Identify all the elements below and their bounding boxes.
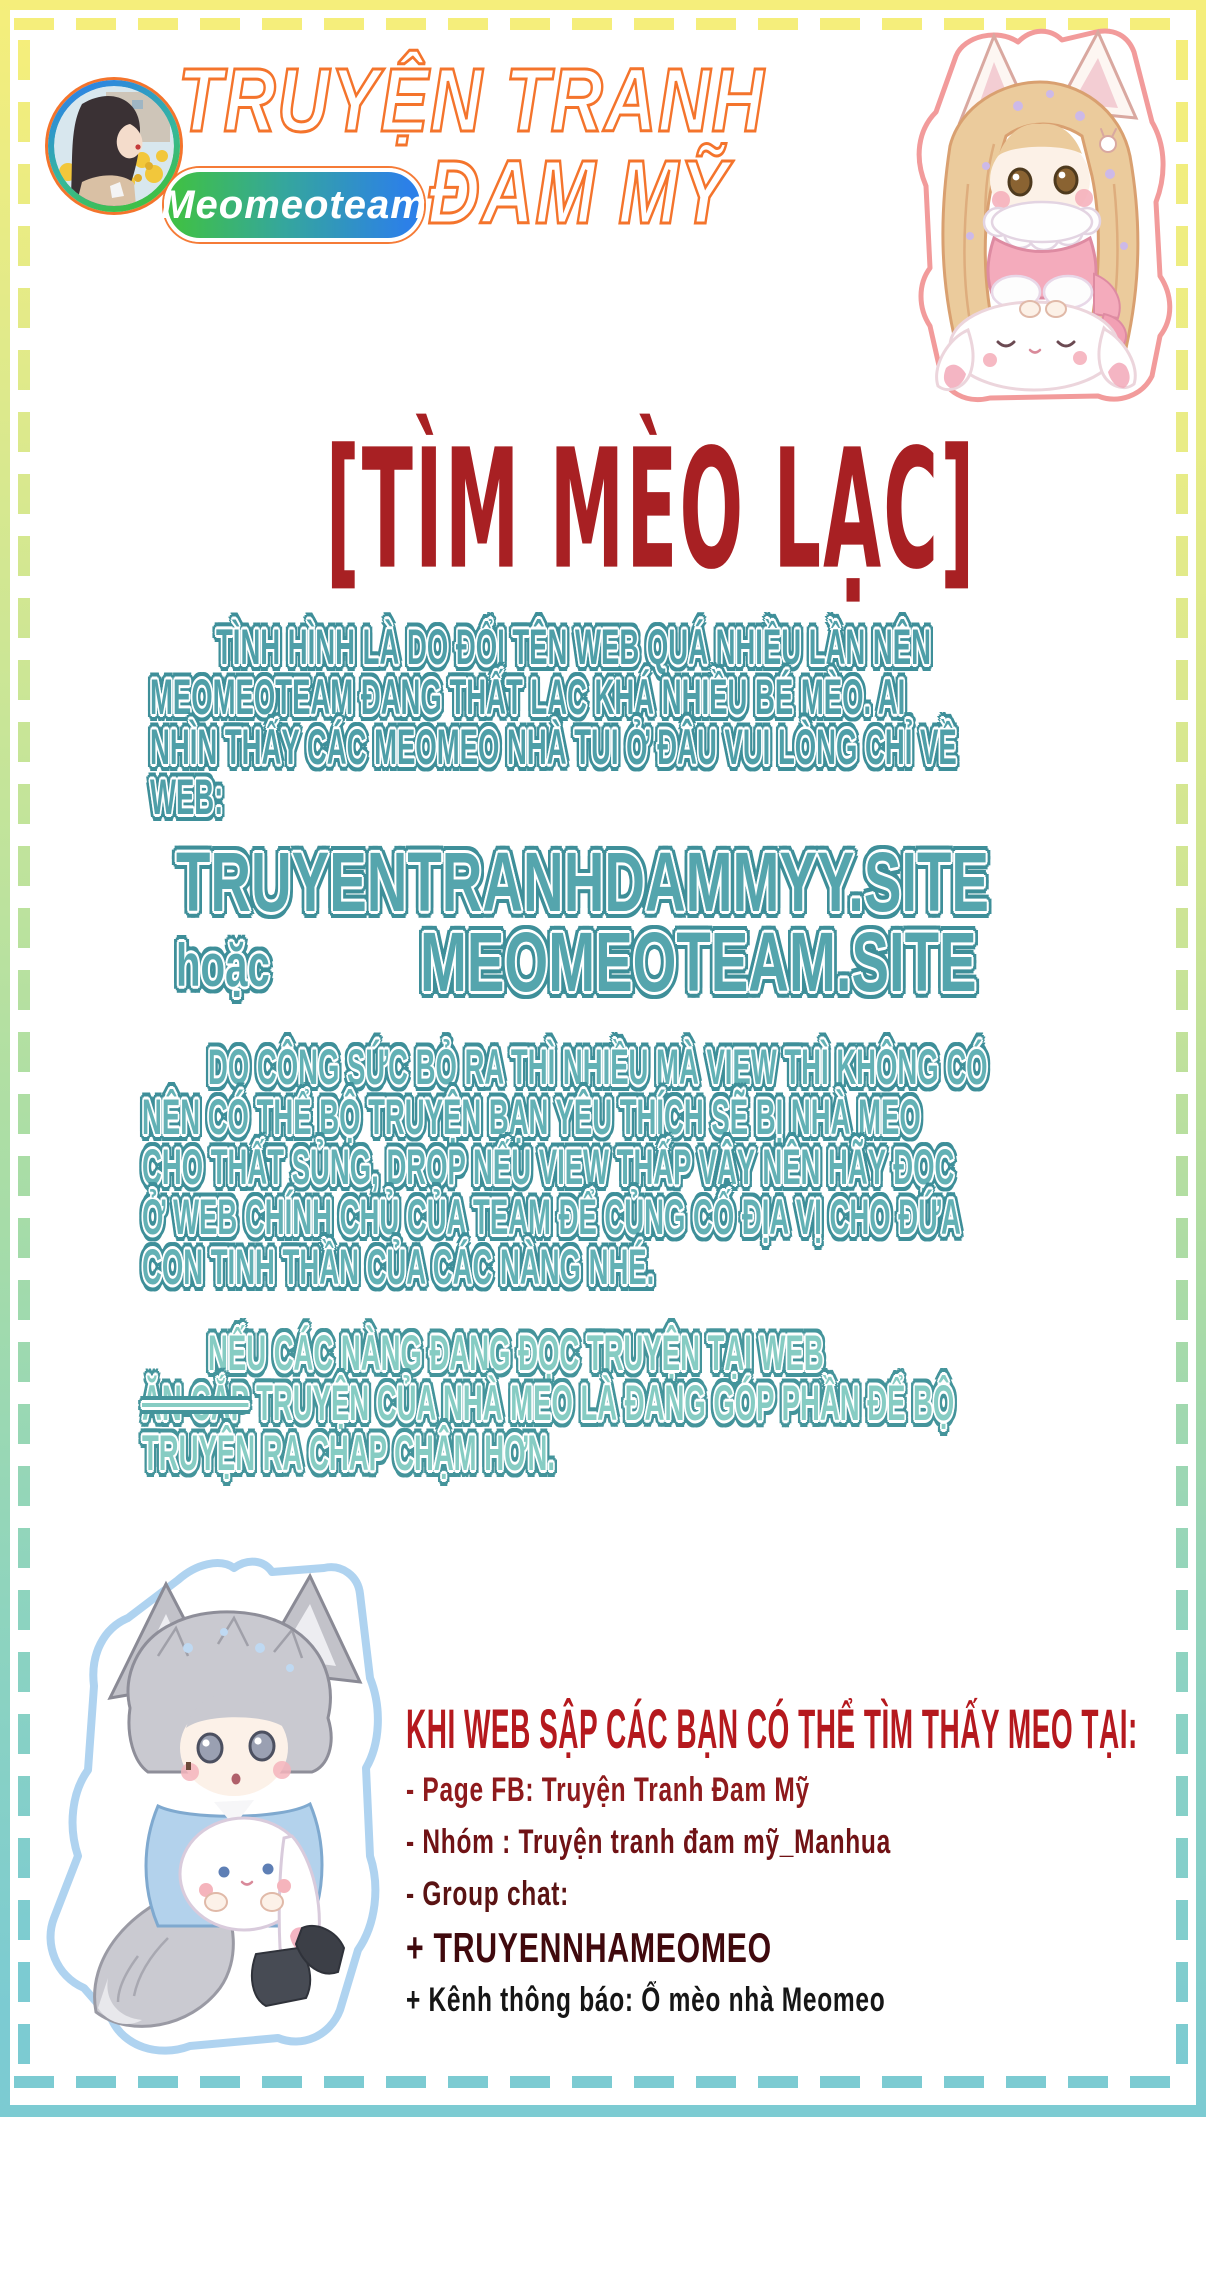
text-line: CON TINH THẦN CỦA CÁC NÀNG NHÉ. — [142, 1239, 655, 1295]
text-line: NẾU CÁC NÀNG ĐANG ĐỌC TRUYỆN TẠI WEB — [208, 1325, 824, 1381]
team-badge — [161, 168, 427, 242]
text-line: ĂN-CẮP TRUYỆN CỦA NHÀ MEO LÀ ĐANG GÓP PHẦN ĐỂ BỘ — [142, 1375, 955, 1431]
dashed-border-left — [18, 40, 30, 2068]
text-line: TRUYỆN RA CHAP CHẬM HƠN. — [142, 1425, 556, 1481]
outer-border-right — [1196, 0, 1206, 2117]
avatar — [48, 80, 180, 212]
team-badge-label: Meomeoteam — [161, 182, 427, 227]
contact-section — [406, 1697, 1138, 2032]
team-title-line2: ĐAM MỸ — [428, 143, 730, 243]
team-avatar-photo — [54, 86, 174, 206]
contact-item: - Page FB: Truyện Tranh Đam Mỹ — [406, 1771, 810, 1809]
or-label: hoặc — [176, 932, 270, 999]
text-line: MEOMEOTEAM ĐANG THẤT LẠC KHÁ NHIỀU BÉ MÈO. AI — [150, 669, 906, 725]
page-title: [TÌM MÈO LẠC] — [325, 414, 977, 607]
text-line: CHO THẤT SỦNG, DROP NẾU VIEW THẤP VẬY NÊN HÃY ĐỌC — [142, 1139, 955, 1195]
contact-list — [406, 1770, 1126, 2020]
contact-item: + Kênh thông báo: Ổ mèo nhà Meomeo — [406, 1981, 886, 2019]
text-line: NHÌN THẤY CÁC MEOMEO NHÀ TUI Ở ĐÂU VUI LÒNG CHỈ VỀ — [150, 719, 957, 775]
outer-border-left — [0, 0, 10, 2117]
text-line: TÌNH HÌNH LÀ DO ĐỔI TÊN WEB QUÁ NHIỀU LẦN NÊN — [216, 619, 931, 675]
site-url-secondary: MEOMEOTEAM.SITE — [420, 915, 977, 1009]
paragraph-lost-cats — [150, 619, 957, 825]
outer-border-bottom — [0, 2105, 1206, 2117]
text-line: WEB: — [150, 769, 224, 825]
contact-heading: KHI WEB SẬP CÁC BẠN CÓ THỂ TÌM THẤY MEO TẠI: — [406, 1697, 1138, 1760]
contact-item: - Nhóm : Truyện tranh đam mỹ_Manhua — [406, 1823, 891, 1861]
text-line: DO CÔNG SỨC BỎ RA THÌ NHIỀU MÀ VIEW THÌ KHÔNG CÓ — [208, 1039, 988, 1095]
contact-item: - Group chat: — [406, 1875, 570, 1913]
paragraph-support-official-web — [142, 1039, 988, 1295]
dashed-border-bottom — [14, 2076, 1192, 2088]
chibi-fox-girl-sticker — [898, 24, 1188, 412]
contact-item: + TRUYENNHAMEOMEO — [406, 1924, 772, 1971]
team-title-line1: TRUYỆN TRANH — [178, 51, 766, 151]
outer-border-top — [0, 0, 1206, 10]
text-line: Ở WEB CHÍNH CHỦ CỦA TEAM ĐỂ CỦNG CỐ ĐỊA VỊ CHO ĐỨA — [142, 1189, 961, 1245]
strikethrough-text: ĂN-CẮP — [142, 1375, 249, 1431]
paragraph-pirate-warning — [142, 1325, 955, 1481]
site-url-primary: TRUYENTRANHDAMMYY.SITE — [176, 835, 989, 929]
text-line: NÊN CÓ THỂ BỘ TRUYỆN BẠN YÊU THÍCH SẼ BỊ NHÀ MEO — [142, 1089, 921, 1145]
chibi-fox-boy-sticker — [38, 1556, 434, 2072]
